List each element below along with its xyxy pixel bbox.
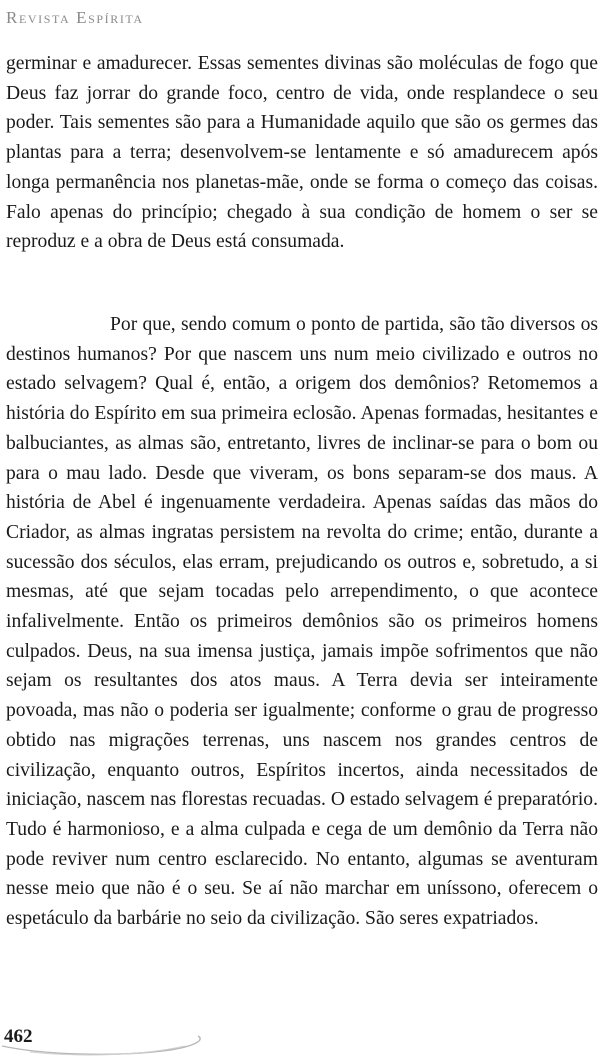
body-paragraph: germinar e amadurecer. Essas sementes divinas são moléculas de fogo que Deus faz jorrar do grande foco, centro de vida, onde resplandece o seu poder. Tais sementes são para a Humanidade aquilo que são os germes das plantas para a terra; desenvolvem-se lentamente e só amadurecem após longa permanência nos planetas-mãe, onde se forma o começo das coisas. Falo apenas do princípio; chegado à sua condição de homem o ser se reproduz e a obra de Deus está consumada. [6, 53, 598, 253]
running-head-title: Revista Espírita [6, 8, 144, 27]
body-paragraph: Por que, sendo comum o ponto de partida, são tão diversos os destinos humanos? Por que nascem uns num meio civilizado e outros no estado selvagem? Qual é, então, a origem dos demônios? Retomemos a história do Espírito em sua primeira eclosão. Apenas formadas, hesitantes e balbuciantes, as almas são, entretanto, livres de inclinar-se para o bom ou para o mau lado. Desde que viveram, os bons separam-se dos maus. A história de Abel é ingenuamente verdadeira. Apenas saídas das mãos do Criador, as almas ingratas persistem na revolta do crime; então, durante a sucessão dos séculos, elas erram, prejudicando os outros e, sobretudo, a si mesmas, até que sejam tocadas pelo arrependimento, o que acontece infalivelmente. Então os primeiros demônios são os primeiros homens culpados. Deus, na sua imensa justiça, jamais impõe sofrimentos que não sejam os resultantes dos atos maus. A Terra devia ser inteiramente povoada, mas não o poderia ser igualmente; conforme o grau de progresso obtido nas migrações terrenas, uns nascem nos grandes centros de civilização, enquanto outros, Espíritos incertos, ainda necessitados de iniciação, nascem nas florestas recuadas. O estado selvagem é preparatório. Tudo é harmonioso, e a alma culpada e cega de um demônio da Terra não pode reviver num centro esclarecido. No entanto, algumas se aventuram nesse meio que não é o seu. Se aí não marchar em uníssono, oferecem o espetáculo da barbárie no seio da civilização. São seres expatriados. [6, 314, 598, 930]
page-number: 462 [4, 1026, 33, 1047]
